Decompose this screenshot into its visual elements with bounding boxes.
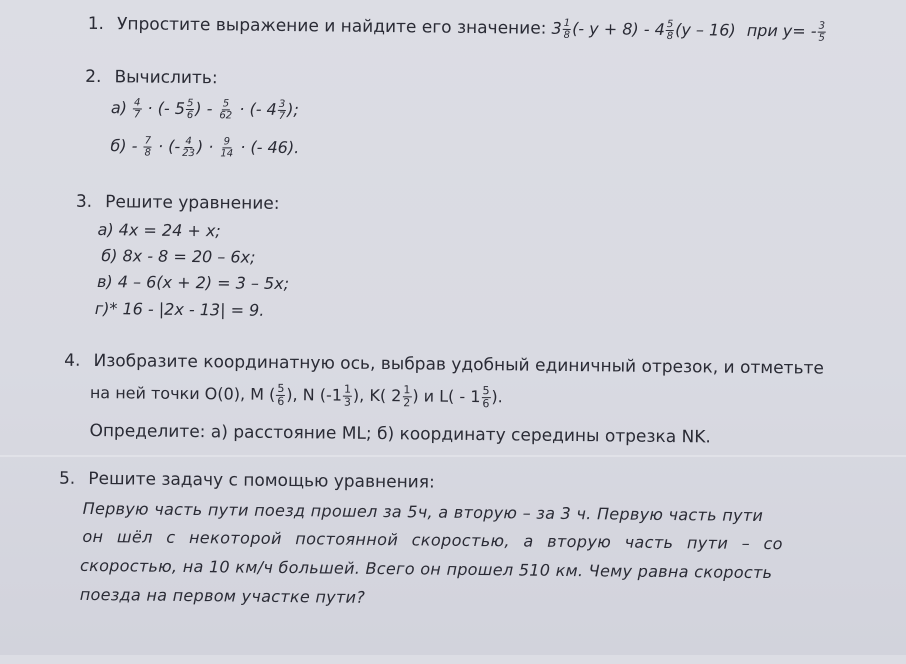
task-5-text-line-1: Первую часть пути поезд прошел за 5ч, а вторую – за 3 ч. Первую часть пути — [82, 498, 764, 526]
task-4-line-3: Определите: а) расстояние ML; б) координату середины отрезка NK. — [89, 420, 711, 448]
task-3a: а) 4x = 24 + x; — [97, 220, 221, 241]
task-5-header — [59, 469, 435, 493]
task-4-line-2: на ней точки O(0), M ( $\frac{5}{6}$ ), N (-1 $\frac{1}{3}$ ), K( 2 $\frac{1}{2}$ ) и L( - 1 $\frac{5}{6}$ ). — [89, 381, 503, 411]
task-3-heading: Решите уравнение: — [105, 192, 280, 214]
task-2b-expression: б) - $\frac{7}{8}$ · (- $\frac{4}{23}$ ) · $\frac{9}{14}$ · (- 46). — [110, 135, 300, 160]
task-2-number: 2. — [85, 66, 102, 88]
task-4-number: 4. — [64, 350, 81, 371]
task-1-heading: Упростите выражение и найдите его значение: — [116, 14, 547, 39]
task-2a-expression: а) $\frac{4}{7}$ · (- 5 $\frac{5}{6}$ ) - $\frac{5}{62}$ · (- 4 $\frac{3}{7}$ ); — [110, 97, 299, 122]
task-5-text-line-2: он шёл с некоторой постоянной скоростью, а вторую часть пути – со — [82, 526, 784, 554]
task-5-text-line-3: скоростью, на 10 км/ч большей. Всего он прошел 510 км. Чему равна скорость — [79, 555, 773, 583]
task-1 — [88, 13, 827, 44]
task-5-text-line-4: поезда на первом участке пути? — [79, 584, 366, 607]
task-3b: б) 8x - 8 = 20 – 6x; — [101, 246, 256, 267]
paper-fold — [0, 455, 906, 457]
task-4-line-1: 4. Изобразите координатную ось, выбрав удобный единичный отрезок, и отметьте — [64, 350, 824, 379]
task-1-number: 1. — [87, 13, 105, 35]
task-3d: г)* 16 - |2x - 13| = 9. — [94, 299, 265, 320]
task-5-heading: Решите задачу с помощью уравнения: — [88, 468, 435, 493]
task-1-expression: 3 $\frac{1}{8}$ (- y + 8) - 4 $\frac{5}{8}$ (y – 16) при y= - $\frac{3}{5}$ — [551, 17, 826, 44]
task-2-heading: Вычислить: — [114, 67, 218, 89]
task-3-header — [76, 192, 280, 215]
task-2-header — [85, 67, 218, 89]
task-5-number: 5. — [58, 468, 76, 489]
task-3-number: 3. — [75, 191, 93, 212]
task-3c: в) 4 – 6(x + 2) = 3 – 5x; — [96, 272, 290, 294]
